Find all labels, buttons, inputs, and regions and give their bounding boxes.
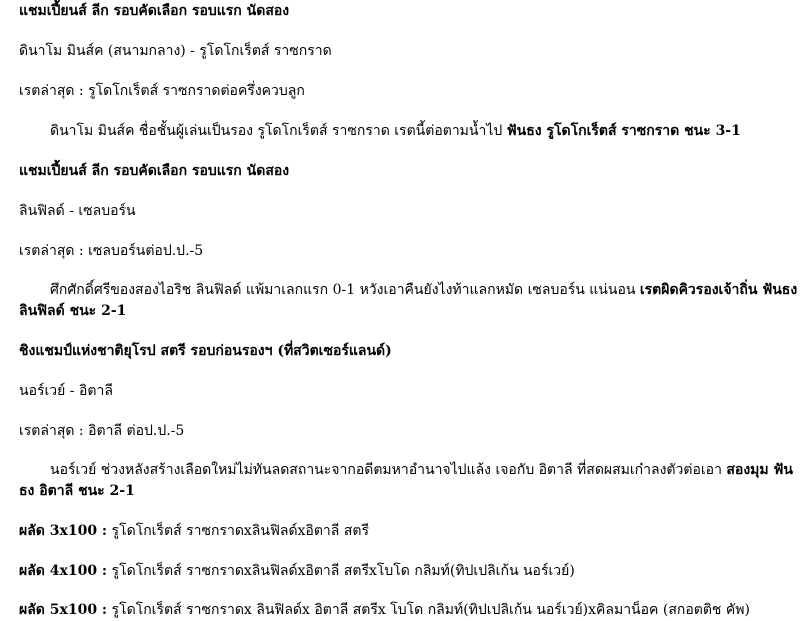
prediction-text: ฟันธง รูโดโกเร็ตส์ ราซกราด ชนะ 3-1 — [506, 123, 741, 139]
analysis-text: นอร์เวย์ ช่วงหลังสร้างเลือดใหม่ไม่ทันลดสถานะจากอดีตมหาอำนาจไปแล้ง เจอกับ อิตาลี ที่สดผสมเก๋าลงตัวต่อเอา — [50, 462, 727, 478]
analysis-paragraph — [19, 460, 803, 502]
prediction-text: เรตผิดคิวรองเจ้าถิ่น ฟันธง ลินฟิลด์ ชนะ 2-1 — [19, 282, 798, 319]
combo-line — [19, 561, 575, 581]
section-heading: ชิงแชมป์แห่งชาติยุโรป สตรี รอบก่อนรองฯ (ที่สวิตเซอร์แลนด์) — [19, 343, 392, 359]
combo-label: ผลัด 5x100 : — [19, 602, 108, 618]
match-line: นอร์เวย์ - อิตาลี — [19, 383, 113, 399]
combo-text: รูโดโกเร็ตส์ ราซกราดxลินฟิลด์xอิตาลี สตรีxโบโด กลิมท์(ทิปเปลิเก้น นอร์เวย์) — [107, 563, 575, 579]
combo-label: ผลัด 4x100 : — [19, 563, 108, 579]
combo-line — [19, 521, 369, 541]
match-line: ดินาโม มินส์ค (สนามกลาง) - รูโดโกเร็ตส์ ราซกราด — [19, 43, 332, 59]
prediction-text: สองมุม ฟันธง อิตาลี ชนะ 2-1 — [19, 462, 793, 499]
match-line: ลินฟิลด์ - เซลบอร์น — [19, 203, 136, 219]
analysis-paragraph — [19, 280, 803, 322]
analysis-text: ดินาโม มินส์ค ชื่อชั้นผู้เล่นเป็นรอง รูโดโกเร็ตส์ ราซกราด เรตนี้ต่อตามน้ำไป — [50, 123, 507, 139]
rate-line: เรตล่าสุด : เซลบอร์นต่อป.ป.-5 — [19, 243, 204, 259]
section-heading: แชมเปี้ยนส์ ลีก รอบคัดเลือก รอบแรก นัดสอง — [19, 3, 290, 19]
combo-text: รูโดโกเร็ตส์ ราซกราดxลินฟิลด์xอิตาลี สตรี — [107, 523, 369, 539]
combo-line — [19, 600, 750, 620]
analysis-text: ศึกศักดิ์ศรีของสองไอริช ลินฟิลด์ แพ้มาเลกแรก 0-1 หวังเอาคืนยังไงท้าแลกหมัด เซลบอร์น แน่นอน — [50, 282, 640, 298]
combo-label: ผลัด 3x100 : — [19, 523, 108, 539]
combo-text: รูโดโกเร็ตส์ ราซกราดx ลินฟิลด์x อิตาลี สตรีx โบโด กลิมท์(ทิปเปลิเก้น นอร์เวย์)xคิลมาน็อค (สกอตติช คัพ) — [107, 602, 750, 618]
rate-line: เรตล่าสุด : รูโดโกเร็ตส์ ราซกราดต่อครึ่งควบลูก — [19, 83, 305, 99]
rate-line: เรตล่าสุด : อิตาลี ต่อป.ป.-5 — [19, 423, 185, 439]
analysis-paragraph — [19, 121, 741, 141]
section-heading: แชมเปี้ยนส์ ลีก รอบคัดเลือก รอบแรก นัดสอง — [19, 163, 290, 179]
